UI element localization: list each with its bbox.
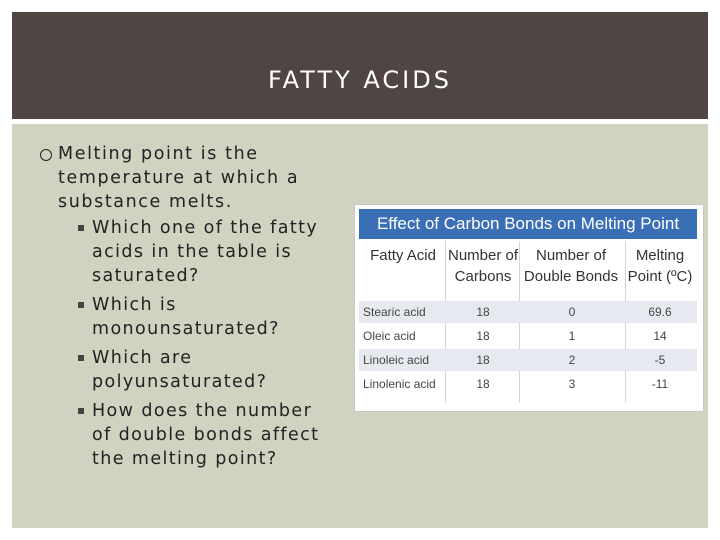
table-row <box>359 373 697 395</box>
slide-title: FATTY ACIDS <box>268 66 452 94</box>
cell-melting-point: -11 <box>651 377 669 391</box>
square-bullet-icon <box>78 302 84 308</box>
header-melting-point: Melting Point (ºC) <box>627 247 693 285</box>
square-bullet-icon <box>78 225 84 231</box>
cell-double-bonds: 1 <box>568 329 576 343</box>
header-fatty-acid: Fatty Acid <box>370 247 436 264</box>
sub-bullet-text: How does the number of double bonds affect the melting point? <box>92 401 320 469</box>
table-title: Effect of Carbon Bonds on Melting Point <box>359 209 697 239</box>
sub-bullet-text: Which are polyunsaturated? <box>92 348 268 392</box>
cell-double-bonds: 3 <box>568 377 576 391</box>
main-bullet <box>42 142 342 214</box>
cell-double-bonds: 0 <box>568 305 576 319</box>
circle-bullet-icon <box>40 149 52 161</box>
content-area <box>12 124 708 528</box>
cell-fatty-acid: Oleic acid <box>363 329 416 343</box>
table-row <box>359 349 697 371</box>
sub-bullet <box>78 293 338 341</box>
cell-double-bonds: 2 <box>568 353 576 367</box>
sub-bullet-text: Which is monounsaturated? <box>92 295 280 339</box>
cell-carbons: 18 <box>476 329 490 343</box>
title-bar <box>12 12 708 119</box>
cell-fatty-acid: Linolenic acid <box>363 377 436 391</box>
sub-bullet <box>78 346 338 394</box>
cell-carbons: 18 <box>476 353 490 367</box>
cell-fatty-acid: Stearic acid <box>363 305 426 319</box>
table-header-row <box>359 241 697 299</box>
sub-bullet <box>78 216 338 288</box>
sub-bullet-text: Which one of the fatty acids in the table is saturated? <box>92 218 319 286</box>
table-row <box>359 301 697 323</box>
table-row <box>359 325 697 347</box>
sub-bullet <box>78 399 338 471</box>
square-bullet-icon <box>78 408 84 414</box>
sub-bullet-list <box>78 216 338 476</box>
cell-melting-point: 14 <box>653 329 667 343</box>
cell-melting-point: 69.6 <box>648 305 672 319</box>
melting-point-table <box>354 204 704 412</box>
cell-melting-point: -5 <box>654 353 666 367</box>
cell-carbons: 18 <box>476 377 490 391</box>
cell-carbons: 18 <box>476 305 490 319</box>
header-double-bonds: Number of Double Bonds <box>523 247 619 285</box>
cell-fatty-acid: Linoleic acid <box>363 353 430 367</box>
square-bullet-icon <box>78 355 84 361</box>
main-bullet-text: Melting point is the temperature at which a substance melts. <box>58 144 300 212</box>
header-carbons: Number of Carbons <box>447 247 519 285</box>
